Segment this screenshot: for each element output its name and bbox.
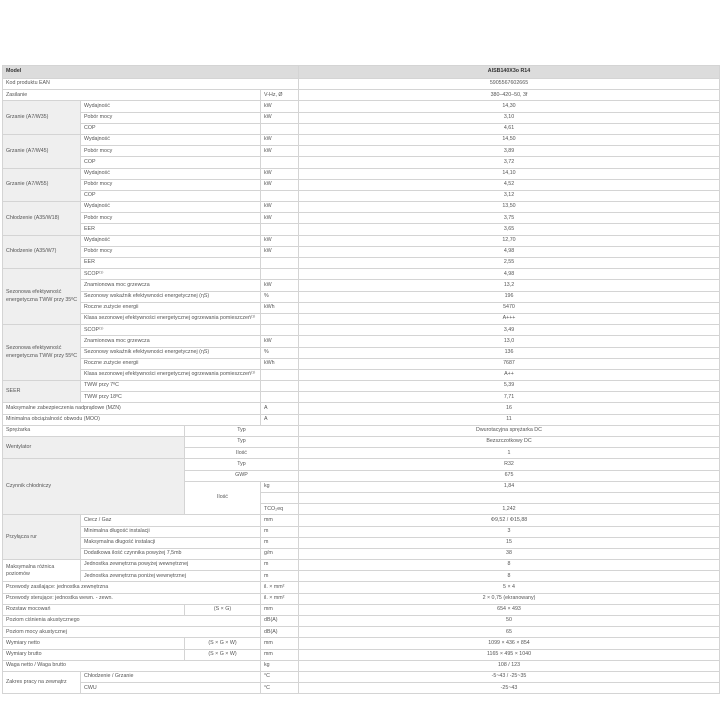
spec-value: 2 × 0,75 (ekranowany) <box>299 593 720 604</box>
table-row <box>3 571 720 582</box>
table-row <box>3 649 720 660</box>
spec-label: Kod produktu EAN <box>3 79 299 90</box>
spec-unit: kW <box>261 280 299 291</box>
spec-unit: % <box>261 291 299 302</box>
spec-unit: dB(A) <box>261 616 299 627</box>
spec-unit <box>261 157 299 168</box>
table-row <box>3 459 720 470</box>
spec-value: 7687 <box>299 358 720 369</box>
spec-group-label: Grzanie (A7/W55) <box>3 168 81 202</box>
table-row <box>3 179 720 190</box>
spec-value: 13,0 <box>299 336 720 347</box>
spec-unit: % <box>261 347 299 358</box>
spec-unit <box>261 492 299 503</box>
spec-qualifier: (S × G × W) <box>185 649 261 660</box>
spec-value: 3 <box>299 526 720 537</box>
spec-group-label: Sezonowa efektywność energetyczna TWW przy 35ºC <box>3 269 81 325</box>
spec-label: Wydajność <box>81 202 261 213</box>
spec-value: 14,30 <box>299 101 720 112</box>
table-row <box>3 134 720 145</box>
spec-value: 4,98 <box>299 246 720 257</box>
spec-unit: il. × mm² <box>261 593 299 604</box>
table-row <box>3 280 720 291</box>
spec-unit: mm <box>261 515 299 526</box>
spec-value: 108 / 123 <box>299 660 720 671</box>
spec-unit: kg <box>261 481 299 492</box>
spec-qualifier: (S × G × W) <box>185 638 261 649</box>
spec-label: Jednostka zewnętrzna powyżej wewnętrznej <box>81 560 261 571</box>
spec-label: Minimalna długość instalacji <box>81 526 261 537</box>
spec-label: Pobór mocy <box>81 213 261 224</box>
spec-value: 4,61 <box>299 123 720 134</box>
spec-sublabel: GWP <box>185 470 299 481</box>
spec-unit: kW <box>261 168 299 179</box>
spec-label: CWU <box>81 683 261 694</box>
spec-label: COP <box>81 190 261 201</box>
table-row <box>3 79 720 90</box>
table-row <box>3 258 720 269</box>
table-row <box>3 347 720 358</box>
spec-value: A+++ <box>299 313 720 324</box>
spec-value: 3,12 <box>299 190 720 201</box>
table-row <box>3 604 720 615</box>
table-row <box>3 269 720 280</box>
spec-label: Wymiary brutto <box>3 649 185 660</box>
spec-sublabel: Typ <box>185 437 299 448</box>
spec-label: Chłodzenie / Grzanie <box>81 671 261 682</box>
spec-unit <box>261 313 299 324</box>
spec-value: -5~43 / -25~35 <box>299 671 720 682</box>
spec-unit <box>261 190 299 201</box>
spec-sublabel: Typ <box>185 459 299 470</box>
spec-label: Poziom ciśnienia akustycznego <box>3 616 261 627</box>
table-row <box>3 425 720 436</box>
spec-value: 5905567602665 <box>299 79 720 90</box>
table-row <box>3 202 720 213</box>
model-label: Model <box>3 66 299 79</box>
spec-label: Wydajność <box>81 168 261 179</box>
table-row <box>3 190 720 201</box>
spec-value: 7,71 <box>299 392 720 403</box>
table-row <box>3 683 720 694</box>
spec-label: SCOP⁽¹⁾ <box>81 325 261 336</box>
spec-unit: kW <box>261 246 299 257</box>
spec-value: 14,10 <box>299 168 720 179</box>
spec-unit: kW <box>261 202 299 213</box>
spec-sublabel: Ilość <box>185 448 299 459</box>
spec-value: Bezszczotkowy DC <box>299 437 720 448</box>
spec-value: 3,10 <box>299 112 720 123</box>
spec-value: 5 × 4 <box>299 582 720 593</box>
spec-unit: m <box>261 571 299 582</box>
spec-label: Wentylator <box>3 437 185 459</box>
spec-unit: mm <box>261 638 299 649</box>
table-row <box>3 616 720 627</box>
table-row <box>3 392 720 403</box>
spec-label: COP <box>81 157 261 168</box>
spec-value: 12,70 <box>299 235 720 246</box>
spec-label: Pobór mocy <box>81 179 261 190</box>
spec-value: A++ <box>299 369 720 380</box>
spec-unit: m <box>261 526 299 537</box>
table-row <box>3 157 720 168</box>
spec-value: Φ9,52 / Φ15,88 <box>299 515 720 526</box>
spec-group-label: SEER <box>3 381 81 403</box>
spec-label: Minimalna obciążalność obwodu (MOO) <box>3 414 261 425</box>
spec-label: Wydajność <box>81 134 261 145</box>
spec-group-label: Sezonowa efektywność energetyczna TWW przy 55ºC <box>3 325 81 381</box>
table-row <box>3 123 720 134</box>
table-header-row <box>3 66 720 79</box>
spec-value: 8 <box>299 571 720 582</box>
table-row <box>3 671 720 682</box>
spec-label: Zasilanie <box>3 90 261 101</box>
spec-value: 1,242 <box>299 504 720 515</box>
spec-label: Klasa sezonowej efektywności energetycznej ogrzewania pomieszczeń⁽¹⁾ <box>81 313 261 324</box>
table-row <box>3 403 720 414</box>
spec-unit <box>261 325 299 336</box>
spec-unit: kW <box>261 101 299 112</box>
spec-label: Dodatkowa ilość czynnika powyżej 7,5mb <box>81 548 261 559</box>
table-row <box>3 246 720 257</box>
table-row <box>3 302 720 313</box>
spec-label: Klasa sezonowej efektywności energetycznej ogrzewania pomieszczeń⁽¹⁾ <box>81 369 261 380</box>
spec-label: TWW przy 18ºC <box>81 392 261 403</box>
table-row <box>3 437 720 448</box>
table-row <box>3 548 720 559</box>
spec-unit: kW <box>261 179 299 190</box>
spec-value: 4,52 <box>299 179 720 190</box>
spec-unit: mm <box>261 649 299 660</box>
table-row <box>3 224 720 235</box>
spec-group-label: Chłodzenie (A35/W7) <box>3 235 81 269</box>
table-row <box>3 358 720 369</box>
spec-unit: il. × mm² <box>261 582 299 593</box>
spec-unit: kW <box>261 134 299 145</box>
spec-value: 15 <box>299 537 720 548</box>
spec-unit: kg <box>261 660 299 671</box>
spec-group-label: Zakres pracy na zewnątrz <box>3 671 81 693</box>
table-row <box>3 213 720 224</box>
table-row <box>3 325 720 336</box>
spec-value: 654 × 493 <box>299 604 720 615</box>
spec-unit: kW <box>261 235 299 246</box>
spec-value: 675 <box>299 470 720 481</box>
table-row <box>3 369 720 380</box>
spec-label: EER <box>81 224 261 235</box>
spec-value: 4,98 <box>299 269 720 280</box>
spec-value: 196 <box>299 291 720 302</box>
table-row <box>3 235 720 246</box>
spec-unit: A <box>261 403 299 414</box>
spec-label: Maksymalne zabezpieczenia nadprądowe (MZN) <box>3 403 261 414</box>
spec-unit <box>261 269 299 280</box>
spec-unit <box>261 369 299 380</box>
spec-value: 50 <box>299 616 720 627</box>
spec-label: TWW przy 7ºC <box>81 381 261 392</box>
spec-label: COP <box>81 123 261 134</box>
spec-label: Roczne zużycie energii <box>81 302 261 313</box>
spec-label: Czynnik chłodniczy <box>3 459 185 515</box>
spec-label: SCOP⁽¹⁾ <box>81 269 261 280</box>
spec-unit: TCO₂eq <box>261 504 299 515</box>
spec-label: Znamionowa moc grzewcza <box>81 280 261 291</box>
table-row <box>3 90 720 101</box>
spec-value: -25~43 <box>299 683 720 694</box>
spec-value: 3,89 <box>299 146 720 157</box>
spec-qualifier: Ilość <box>185 481 261 515</box>
spec-value: 13,50 <box>299 202 720 213</box>
spec-group-label: Grzanie (A7/W35) <box>3 101 81 135</box>
table-row <box>3 593 720 604</box>
spec-label: EER <box>81 258 261 269</box>
spec-value: 11 <box>299 414 720 425</box>
spec-label: Ciecz / Gaz <box>81 515 261 526</box>
spec-unit <box>261 381 299 392</box>
spec-label: Sprężarka <box>3 425 185 436</box>
spec-label: Pobór mocy <box>81 246 261 257</box>
spec-label: Roczne zużycie energii <box>81 358 261 369</box>
spec-unit: kW <box>261 213 299 224</box>
spec-value: 38 <box>299 548 720 559</box>
table-row <box>3 168 720 179</box>
table-row <box>3 638 720 649</box>
table-row <box>3 101 720 112</box>
spec-unit: m <box>261 537 299 548</box>
spec-label: Rozstaw mocowań <box>3 604 185 615</box>
table-row <box>3 515 720 526</box>
spec-value: 1 <box>299 448 720 459</box>
spec-value: 65 <box>299 627 720 638</box>
table-row <box>3 660 720 671</box>
spec-unit: kW <box>261 336 299 347</box>
spec-value: 13,2 <box>299 280 720 291</box>
table-row <box>3 291 720 302</box>
spec-unit <box>261 258 299 269</box>
table-row <box>3 582 720 593</box>
spec-label: Maksymalna długość instalacji <box>81 537 261 548</box>
spec-group-label: Maksymalna różnica poziomów <box>3 560 81 582</box>
spec-value: 3,49 <box>299 325 720 336</box>
spec-value: R32 <box>299 459 720 470</box>
spec-unit <box>261 224 299 235</box>
spec-unit <box>261 392 299 403</box>
table-row <box>3 526 720 537</box>
spec-label: Sezonowy wskaźnik efektywności energetycznej (ηS) <box>81 291 261 302</box>
model-value: AISB140X3o R14 <box>299 66 720 79</box>
spec-label: Pobór mocy <box>81 146 261 157</box>
spec-table-body <box>3 66 720 694</box>
spec-value: 380–420–50, 3f <box>299 90 720 101</box>
spec-label: Sezonowy wskaźnik efektywności energetycznej (ηS) <box>81 347 261 358</box>
spec-value: 3,65 <box>299 224 720 235</box>
spec-label: Jednostka zewnętrzna poniżej wewnętrznej <box>81 571 261 582</box>
spec-value: 16 <box>299 403 720 414</box>
table-row <box>3 336 720 347</box>
table-row <box>3 537 720 548</box>
spec-value: 8 <box>299 560 720 571</box>
spec-unit: m <box>261 560 299 571</box>
spec-value: 1,84 <box>299 481 720 492</box>
spec-unit: A <box>261 414 299 425</box>
table-row <box>3 313 720 324</box>
spec-value <box>299 492 720 503</box>
table-row <box>3 146 720 157</box>
spec-value: 3,72 <box>299 157 720 168</box>
spec-value: 1099 × 436 × 854 <box>299 638 720 649</box>
table-row <box>3 560 720 571</box>
spec-group-label: Przyłącza rur <box>3 515 81 560</box>
spec-value: 14,50 <box>299 134 720 145</box>
table-row <box>3 627 720 638</box>
spec-value: 136 <box>299 347 720 358</box>
spec-unit: °C <box>261 683 299 694</box>
spec-unit: kW <box>261 146 299 157</box>
spec-unit: kWh <box>261 302 299 313</box>
spec-value: 5470 <box>299 302 720 313</box>
spec-unit: kW <box>261 112 299 123</box>
spec-label: Wymiary netto <box>3 638 185 649</box>
spec-value: 5,39 <box>299 381 720 392</box>
spec-value: 2,55 <box>299 258 720 269</box>
spec-label: Poziom mocy akustycznej <box>3 627 261 638</box>
spec-group-label: Grzanie (A7/W45) <box>3 134 81 168</box>
spec-value: 1165 × 495 × 1040 <box>299 649 720 660</box>
spec-label: Pobór mocy <box>81 112 261 123</box>
spec-unit: g/m <box>261 548 299 559</box>
spec-label: Wydajność <box>81 235 261 246</box>
spec-label: Znamionowa moc grzewcza <box>81 336 261 347</box>
spec-label: Wydajność <box>81 101 261 112</box>
spec-value: Dwurotacyjna sprężarka DC <box>299 425 720 436</box>
spec-label: Przewody zasilające: jednostka zewnętrzna <box>3 582 261 593</box>
table-row <box>3 414 720 425</box>
spec-unit: dB(A) <box>261 627 299 638</box>
table-row <box>3 381 720 392</box>
spec-unit: °C <box>261 671 299 682</box>
table-row <box>3 112 720 123</box>
spec-unit <box>261 123 299 134</box>
spec-table <box>2 65 720 694</box>
spec-unit: mm <box>261 604 299 615</box>
spec-label: Przewody sterujące: jednostka wewn. - zewn. <box>3 593 261 604</box>
spec-label: Waga netto / Waga brutto <box>3 660 261 671</box>
spec-sublabel: Typ <box>185 425 299 436</box>
spec-unit: kWh <box>261 358 299 369</box>
spec-group-label: Chłodzenie (A35/W18) <box>3 202 81 236</box>
spec-unit: V-Hz, Ø <box>261 90 299 101</box>
spec-qualifier: (S × G) <box>185 604 261 615</box>
spec-value: 3,75 <box>299 213 720 224</box>
